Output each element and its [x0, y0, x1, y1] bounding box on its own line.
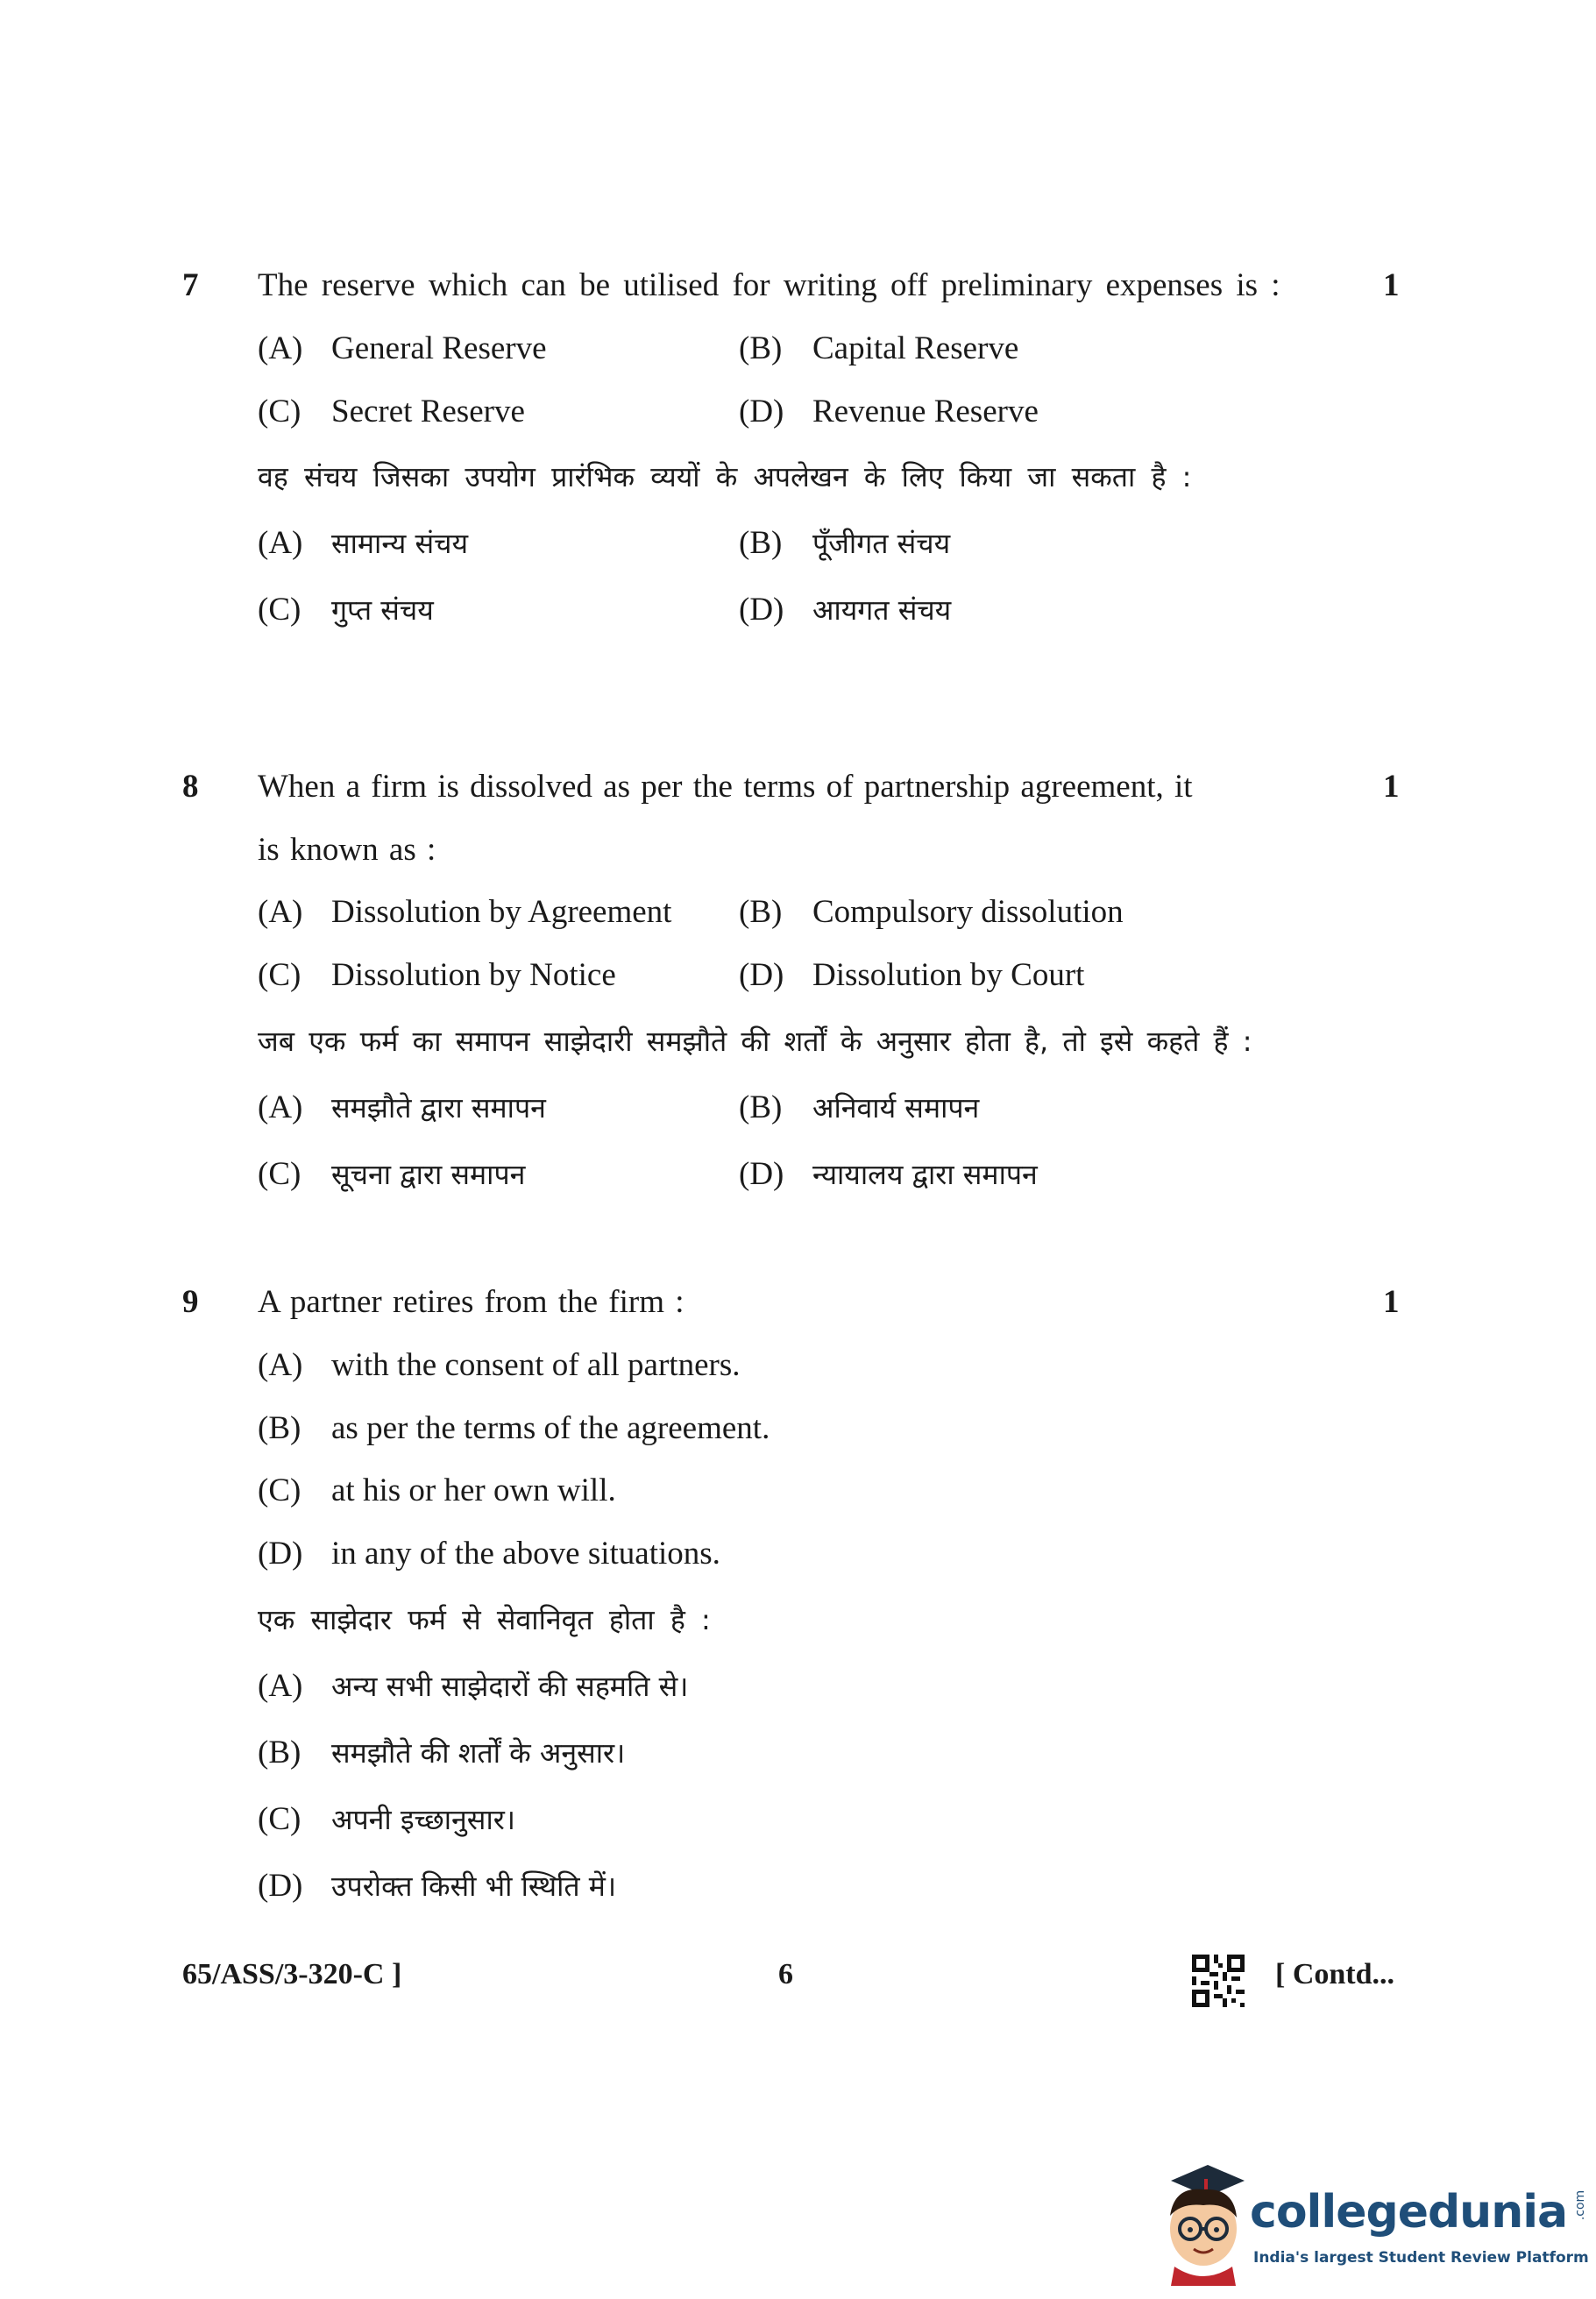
option-label: (A): [258, 1089, 303, 1125]
question-text-line-2: is known as :: [258, 832, 436, 868]
option-label: (C): [258, 1472, 301, 1508]
option-text: अन्य सभी साझेदारों की सहमति से।: [331, 1670, 689, 1703]
option-text: आयगत संचय: [812, 593, 952, 627]
option-label: (D): [739, 394, 784, 429]
option-label: (B): [739, 1089, 783, 1125]
option-label: (A): [258, 330, 303, 366]
option-c: [258, 393, 525, 430]
option-text: अपनी इच्छानुसार।: [331, 1803, 515, 1836]
question-number: 9: [182, 1284, 199, 1320]
option-c-hindi: [258, 1800, 515, 1838]
option-d-hindi: [739, 591, 951, 628]
option-a-hindi: [258, 1089, 546, 1126]
option-text: Compulsory dissolution: [812, 894, 1124, 930]
option-text: with the consent of all partners.: [331, 1347, 741, 1383]
option-a-hindi: [258, 1667, 688, 1705]
option-text: as per the terms of the agreement.: [331, 1410, 770, 1446]
option-b: [258, 1409, 770, 1447]
option-label: (A): [258, 894, 303, 930]
option-text: न्यायालय द्वारा समापन: [812, 1158, 1038, 1191]
option-c-hindi: [258, 1155, 525, 1193]
option-label: (B): [739, 525, 783, 561]
option-text: सामान्य संचय: [331, 527, 469, 560]
brand-name: collegedunia: [1250, 2186, 1568, 2239]
option-label: (C): [258, 1156, 301, 1192]
option-text: Secret Reserve: [331, 394, 525, 429]
option-text: समझौते की शर्तों के अनुसार।: [331, 1736, 626, 1770]
option-d-hindi: [739, 1155, 1038, 1193]
question-marks: 1: [1383, 267, 1400, 303]
option-b: [739, 893, 1124, 931]
contd-label: [ Contd...: [1275, 1958, 1395, 1990]
option-label: (D): [739, 592, 784, 628]
question-text-hindi: जब एक फर्म का समापन साझेदारी समझौते की शर्तों के अनुसार होता है, तो इसे कहते हैं :: [258, 1025, 1252, 1058]
option-text: in any of the above situations.: [331, 1536, 720, 1572]
option-text: सूचना द्वारा समापन: [331, 1158, 526, 1191]
option-c-hindi: [258, 591, 434, 628]
option-d-hindi: [258, 1867, 616, 1905]
option-label: (C): [258, 394, 301, 429]
option-label: (B): [258, 1410, 301, 1446]
option-label: (D): [739, 957, 784, 993]
option-text: Dissolution by Court: [812, 957, 1085, 993]
question-marks: 1: [1383, 1284, 1400, 1320]
option-label: (D): [258, 1868, 303, 1904]
brand-suffix: .com: [1573, 2189, 1588, 2221]
question-number: 8: [182, 769, 199, 805]
option-text: Dissolution by Agreement: [331, 894, 672, 930]
option-a: [258, 1346, 740, 1384]
option-text: Capital Reserve: [812, 330, 1019, 366]
question-text: The reserve which can be utilised for writing off preliminary expenses is :: [258, 267, 1280, 303]
page-number: 6: [778, 1958, 793, 1990]
paper-code: 65/ASS/3-320-C ]: [182, 1958, 402, 1990]
option-label: (B): [739, 330, 783, 366]
option-label: (A): [258, 525, 303, 561]
option-c: [258, 956, 616, 994]
option-text: उपरोक्त किसी भी स्थिति में।: [331, 1870, 617, 1903]
question-text: A partner retires from the firm :: [258, 1284, 685, 1320]
option-label: (A): [258, 1668, 303, 1704]
option-d: [739, 956, 1084, 994]
option-text: Revenue Reserve: [812, 394, 1039, 429]
option-text: at his or her own will.: [331, 1472, 616, 1508]
option-d: [739, 393, 1039, 430]
option-label: (A): [258, 1347, 303, 1383]
option-text: पूँजीगत संचय: [812, 527, 951, 560]
question-text-line-1: When a firm is dissolved as per the terms of partnership agreement, it: [258, 769, 1193, 805]
question-marks: 1: [1383, 769, 1400, 805]
qr-code-icon: [1192, 1955, 1245, 2007]
option-label: (D): [739, 1156, 784, 1192]
option-label: (C): [258, 592, 301, 628]
option-text: गुप्त संचय: [331, 593, 434, 627]
option-c: [258, 1472, 616, 1509]
option-a-hindi: [258, 524, 468, 562]
brand-tagline: India's largest Student Review Platform: [1253, 2249, 1589, 2267]
option-b-hindi: [258, 1734, 625, 1771]
option-d: [258, 1535, 720, 1572]
option-text: समझौते द्वारा समापन: [331, 1091, 546, 1125]
option-a: [258, 330, 547, 367]
option-label: (B): [739, 894, 783, 930]
option-label: (B): [258, 1735, 301, 1770]
option-label: (C): [258, 1801, 301, 1837]
option-text: Dissolution by Notice: [331, 957, 616, 993]
option-label: (D): [258, 1536, 303, 1572]
option-text: अनिवार्य समापन: [812, 1091, 980, 1125]
option-b: [739, 330, 1018, 367]
question-text-hindi: एक साझेदार फर्म से सेवानिवृत होता है :: [258, 1603, 711, 1636]
question-number: 7: [182, 267, 199, 303]
option-label: (C): [258, 957, 301, 993]
question-text-hindi: वह संचय जिसका उपयोग प्रारंभिक व्ययों के अपलेखन के लिए किया जा सकता है :: [258, 460, 1192, 493]
option-a: [258, 893, 671, 931]
option-text: General Reserve: [331, 330, 547, 366]
option-b-hindi: [739, 524, 950, 562]
option-b-hindi: [739, 1089, 979, 1126]
mascot-icon: [1155, 2154, 1252, 2286]
